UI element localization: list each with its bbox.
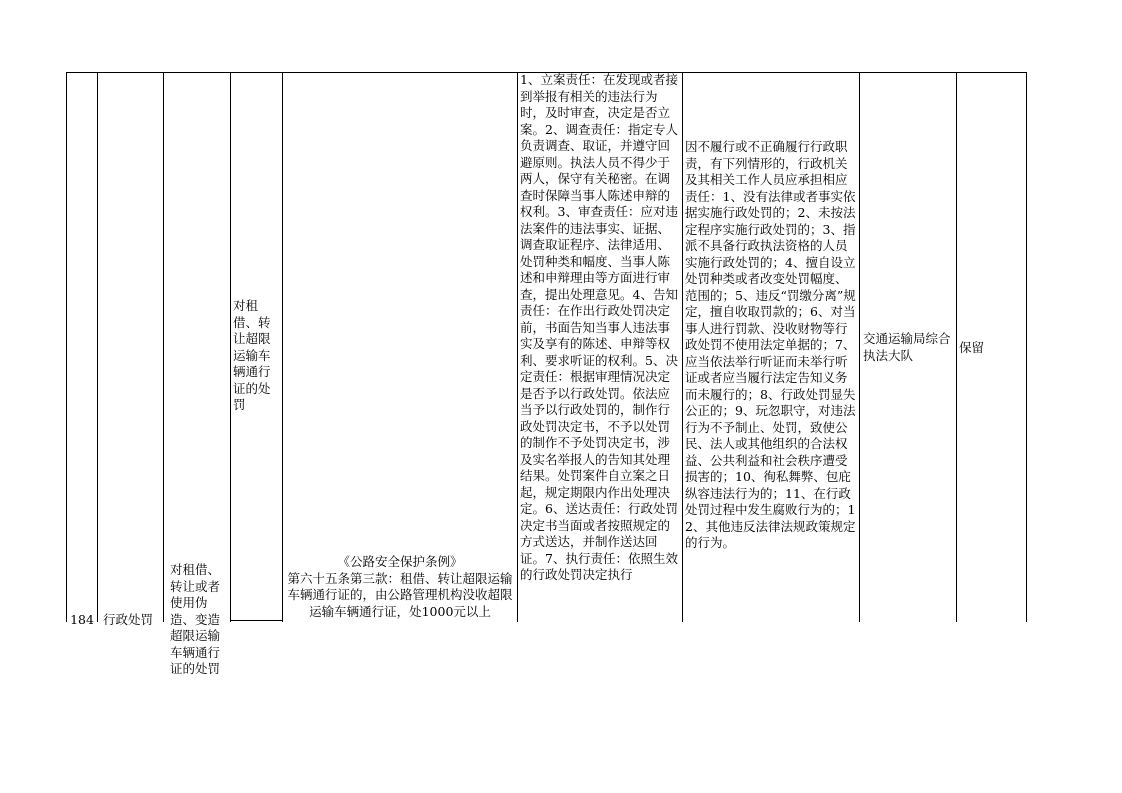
column-divider xyxy=(163,72,164,622)
table-border-right xyxy=(1026,72,1027,622)
table-border-left xyxy=(66,72,67,622)
duties-cell: 1、立案责任：在发现或者接到举报有相关的违法行为时，及时审查，决定是否立案。2、调查责任：指定专人负责调查、取证，并遵守回避原则。执法人员不得少于两人，保守有关秘密。在调查时保障当事人陈述申辩的权利。3、审查责任：应对违法案件的违法事实、证据、调查取证程序、法律适用、处罚种类和幅度、当事人陈述和申辩理由等方面进行审查，提出处理意见。4、告知责任：在作出行政处罚决定前，书面告知当事人违法事实及享有的陈述、申辩等权利、要求听证的权利。5、决定责任：根据审理情况决定是否予以行政处罚。依法应当予以行政处罚的，制作行政处罚决定书，不予以处罚的制作不予处罚决定书，涉及实名举报人的告知其处理结果。处罚案件自立案之日起，规定期限内作出处理决定。6、送达责任：行政处罚决定书当面或者按照规定的方式送达，并制作送达回证。7、执行责任：依照生效的行政处罚决定执行 xyxy=(520,72,678,582)
item-name-cell: 对租借、转让或者使用伪造、变造超限运输车辆通行证的处罚 xyxy=(170,562,221,676)
category-cell: 行政处罚 xyxy=(103,612,154,627)
column-divider xyxy=(517,72,518,622)
status-cell: 保留 xyxy=(959,340,985,355)
basis-text: 第六十五条第三款：租借、转让超限运输车辆通行证的，由公路管理机构没收超限运输车辆通行证，处1000元以上 xyxy=(287,570,513,619)
sub-item-divider xyxy=(230,620,283,621)
sub-item-cell: 对租借、转让超限运输车辆通行证的处罚 xyxy=(233,298,271,412)
column-divider xyxy=(230,72,231,622)
sequence-number: 184 xyxy=(70,612,94,627)
basis-cell xyxy=(286,554,514,620)
column-divider xyxy=(97,72,98,622)
column-divider xyxy=(956,72,957,622)
table-sheet xyxy=(66,72,1027,676)
column-divider xyxy=(282,72,283,622)
column-divider xyxy=(682,72,683,622)
department-cell: 交通运输局综合执法大队 xyxy=(863,331,951,363)
accountability-cell: 因不履行或不正确履行行政职责，有下列情形的，行政机关及其相关工作人员应承担相应责任：1、没有法律或者事实依据实施行政处罚的；2、未按法定程序实施行政处罚的；3、指派不具备行政执法资格的人员实施行政处罚的；4、擅自设立处罚种类或者改变处罚幅度、范围的；5、违反“罚缴分离”规定，擅自收取罚款的；6、对当事人进行罚款、没收财物等行政处罚不使用法定单据的；7、应当依法举行听证而未举行听证或者应当履行法定告知义务而未履行的；8、行政处罚显失公正的；9、玩忽职守，对违法行为不予制止、处罚，致使公民、法人或其他组织的合法权益、公共利益和社会秩序遭受损害的；10、徇私舞弊、包庇纵容违法行为的；11、在行政处罚过程中发生腐败行为的；12、其他违反法律法规政策规定的行为。 xyxy=(685,139,856,550)
basis-title: 《公路安全保护条例》 xyxy=(337,554,463,569)
column-divider xyxy=(859,72,860,622)
